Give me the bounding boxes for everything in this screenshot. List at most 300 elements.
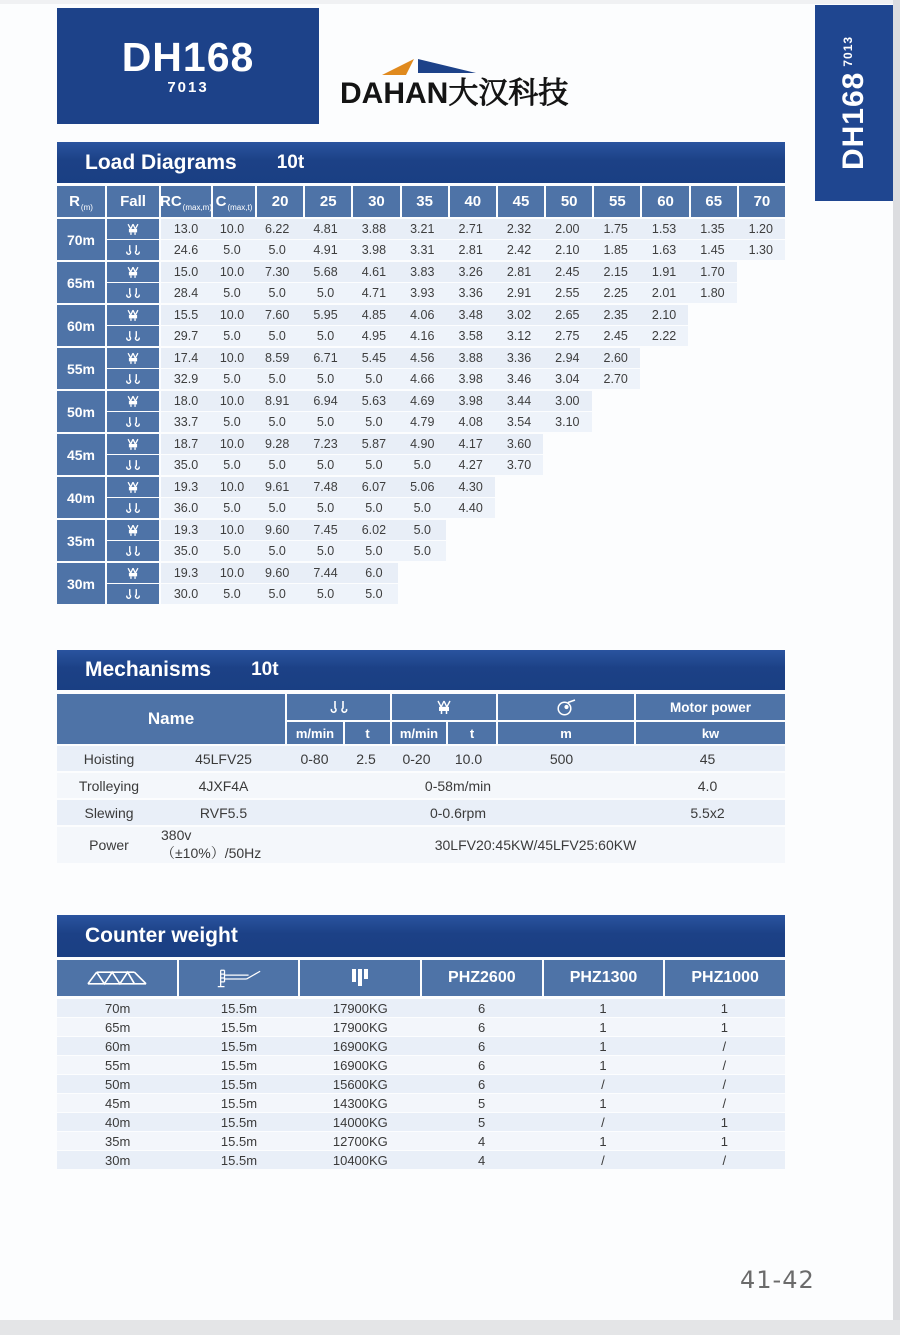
load-cell: 7.23 — [301, 434, 349, 454]
load-row — [161, 305, 785, 325]
cw-cell: / — [542, 1075, 663, 1093]
load-cell: 5.63 — [350, 391, 398, 411]
cw-row — [57, 1075, 785, 1093]
fall-icon-column — [107, 262, 159, 303]
load-radius-label: 70m — [57, 219, 105, 260]
load-cell: 1.75 — [592, 219, 640, 239]
load-row — [161, 348, 785, 368]
load-cell: 6.0 — [350, 563, 398, 583]
load-cell: 2.91 — [495, 283, 543, 303]
load-cell: 4.27 — [446, 455, 494, 475]
load-cell: 3.12 — [495, 326, 543, 346]
cw-cell: 5 — [421, 1113, 542, 1131]
load-cell: 3.98 — [350, 240, 398, 260]
load-cell: 6.22 — [253, 219, 301, 239]
fall-icon-column — [107, 520, 159, 561]
load-cell: 3.00 — [543, 391, 591, 411]
brand-model: DH168 — [121, 33, 255, 80]
load-col-65: 65 — [691, 186, 737, 217]
mech-row-label: Slewing — [57, 800, 161, 825]
mech-cell-span: 30LFV20:45KW/45LFV25:60KW — [286, 827, 785, 863]
cw-cell: 5 — [421, 1094, 542, 1112]
cw-cell: / — [664, 1151, 785, 1169]
load-col-30: 30 — [353, 186, 399, 217]
load-cell: 4.71 — [350, 283, 398, 303]
load-cell: 2.00 — [543, 219, 591, 239]
cw-cell: 16900KG — [300, 1037, 421, 1055]
mech-row-model: 4JXF4A — [161, 773, 286, 798]
load-cell: 5.0 — [398, 541, 446, 561]
mech-row-trolleying — [57, 773, 785, 798]
cw-cell: 60m — [57, 1037, 178, 1055]
load-cell: 3.93 — [398, 283, 446, 303]
load-cell: 2.71 — [446, 219, 494, 239]
cw-cell: 1 — [542, 1094, 663, 1112]
mech-unit-t-2: t — [448, 722, 496, 744]
cw-col-phz1300: PHZ1300 — [544, 960, 664, 996]
load-cell: 4.69 — [398, 391, 446, 411]
load-cell: 15.0 — [161, 262, 211, 282]
mech-unit-kw: kw — [636, 722, 785, 744]
cw-cell: 6 — [421, 1037, 542, 1055]
load-col-35: 35 — [402, 186, 448, 217]
mechanisms-title: Mechanisms — [85, 658, 212, 681]
load-cell: 4.16 — [398, 326, 446, 346]
side-tab — [815, 5, 893, 201]
load-diagrams-title: Load Diagrams — [85, 150, 237, 174]
load-cell: 4.95 — [350, 326, 398, 346]
dahan-logo-text — [340, 68, 568, 112]
load-cell: 2.45 — [543, 262, 591, 282]
load-cell: 3.70 — [495, 455, 543, 475]
load-row — [161, 219, 785, 239]
load-cell: 2.60 — [592, 348, 640, 368]
brand-box — [57, 8, 319, 124]
cw-cell: 15.5m — [178, 1018, 299, 1036]
load-cell: 10.0 — [211, 563, 253, 583]
mech-unit-mmin-2: m/min — [392, 722, 446, 744]
load-cell: 5.0 — [253, 498, 301, 518]
load-cell: 3.98 — [446, 391, 494, 411]
load-row — [161, 412, 785, 432]
cw-cell: 1 — [542, 999, 663, 1017]
page-edge-right — [893, 0, 900, 1335]
load-cell: 4.81 — [301, 219, 349, 239]
load-cell: 30.0 — [161, 584, 211, 604]
load-cell: 24.6 — [161, 240, 211, 260]
load-cell: 13.0 — [161, 219, 211, 239]
load-cell: 5.0 — [211, 240, 253, 260]
cw-cell: 4 — [421, 1151, 542, 1169]
load-cell: 1.35 — [688, 219, 736, 239]
load-cell: 2.81 — [446, 240, 494, 260]
cw-cell: 14300KG — [300, 1094, 421, 1112]
cw-cell: 10400KG — [300, 1151, 421, 1169]
2-fall-icon — [107, 326, 159, 346]
load-cell: 4.30 — [446, 477, 494, 497]
load-col-60: 60 — [642, 186, 688, 217]
fall-icon-column — [107, 348, 159, 389]
load-cell: 4.90 — [398, 434, 446, 454]
load-cell: 3.58 — [446, 326, 494, 346]
load-cell: 4.61 — [350, 262, 398, 282]
load-cell: 4.40 — [446, 498, 494, 518]
side-tab-submodel: 7013 — [841, 35, 855, 67]
load-row — [161, 584, 785, 604]
counter-weight-bar — [57, 915, 785, 957]
load-cell: 35.0 — [161, 455, 211, 475]
load-cell: 32.9 — [161, 369, 211, 389]
load-row — [161, 262, 785, 282]
mech-row-slewing — [57, 800, 785, 825]
fall-icon-column — [107, 305, 159, 346]
load-cell: 2.32 — [495, 219, 543, 239]
load-cell: 5.0 — [253, 412, 301, 432]
load-radius-label: 30m — [57, 563, 105, 604]
load-diagrams-capacity: 10t — [276, 151, 305, 173]
mech-cell: 0-20 — [389, 746, 444, 771]
load-cell: 3.54 — [495, 412, 543, 432]
load-cell: 5.0 — [350, 541, 398, 561]
load-values — [161, 305, 785, 346]
load-col-45: 45 — [498, 186, 544, 217]
load-cell: 10.0 — [211, 219, 253, 239]
load-cell: 1.63 — [640, 240, 688, 260]
load-cell: 6.02 — [350, 520, 398, 540]
load-cell: 2.94 — [543, 348, 591, 368]
load-cell: 9.60 — [253, 520, 301, 540]
cw-cell: 15.5m — [178, 1151, 299, 1169]
cw-col-phz1000: PHZ1000 — [665, 960, 785, 996]
mech-row-model: 380v（±10%）/50Hz — [161, 827, 286, 863]
load-cell: 35.0 — [161, 541, 211, 561]
load-cell: 7.44 — [301, 563, 349, 583]
cw-cell: / — [664, 1075, 785, 1093]
fall-icon-column — [107, 563, 159, 604]
4-fall-icon — [107, 434, 159, 454]
load-radius-label: 60m — [57, 305, 105, 346]
load-cell: 5.0 — [211, 326, 253, 346]
load-cell: 10.0 — [211, 348, 253, 368]
cw-cell: 70m — [57, 999, 178, 1017]
cw-cell: 14000KG — [300, 1113, 421, 1131]
load-cell: 5.0 — [211, 283, 253, 303]
load-col-40: 40 — [450, 186, 496, 217]
load-cell: 4.66 — [398, 369, 446, 389]
mech-cell: 10.0 — [444, 746, 493, 771]
load-cell: 10.0 — [211, 520, 253, 540]
jib-length-icon — [57, 960, 177, 996]
load-cell: 5.0 — [350, 412, 398, 432]
mech-row-hoisting — [57, 746, 785, 771]
cw-cell: 17900KG — [300, 1018, 421, 1036]
cw-cell: 17900KG — [300, 999, 421, 1017]
load-cell: 29.7 — [161, 326, 211, 346]
cw-cell: 1 — [542, 1018, 663, 1036]
fall-icon-column — [107, 391, 159, 432]
load-cell: 9.28 — [253, 434, 301, 454]
load-col-fall: Fall — [107, 186, 159, 217]
cw-cell: 6 — [421, 1075, 542, 1093]
load-cell: 5.0 — [253, 326, 301, 346]
load-cell: 3.36 — [495, 348, 543, 368]
load-cell: 3.44 — [495, 391, 543, 411]
load-cell: 1.85 — [592, 240, 640, 260]
load-cell: 6.94 — [301, 391, 349, 411]
load-cell: 3.10 — [543, 412, 591, 432]
mechanisms-capacity: 10t — [251, 659, 279, 680]
load-cell: 9.61 — [253, 477, 301, 497]
load-cell: 5.0 — [253, 240, 301, 260]
page-edge-bottom — [0, 1320, 900, 1335]
load-row — [161, 283, 785, 303]
load-cell: 5.0 — [211, 584, 253, 604]
load-cell: 1.20 — [737, 219, 785, 239]
load-cell: 18.0 — [161, 391, 211, 411]
load-cell: 5.0 — [350, 584, 398, 604]
load-cell: 5.0 — [301, 541, 349, 561]
cw-cell: 15.5m — [178, 1113, 299, 1131]
fall-icon-column — [107, 219, 159, 260]
load-cell: 5.0 — [301, 326, 349, 346]
4-fall-icon — [107, 348, 159, 368]
load-cell: 3.48 — [446, 305, 494, 325]
load-cell: 5.0 — [253, 541, 301, 561]
cw-cell: / — [542, 1151, 663, 1169]
mech-cell-span: 0-58m/min — [286, 773, 630, 798]
load-values — [161, 219, 785, 260]
dahan-logo — [340, 54, 590, 114]
cw-cell: 35m — [57, 1132, 178, 1150]
mech-cell: 45 — [630, 746, 785, 771]
load-cell: 2.10 — [640, 305, 688, 325]
load-cell: 2.01 — [640, 283, 688, 303]
load-cell: 2.22 — [640, 326, 688, 346]
4-fall-icon — [107, 477, 159, 497]
cw-cell: 50m — [57, 1075, 178, 1093]
load-cell: 18.7 — [161, 434, 211, 454]
load-cell: 5.0 — [301, 369, 349, 389]
load-group — [57, 520, 785, 561]
load-col-20: 20 — [257, 186, 303, 217]
load-cell: 4.79 — [398, 412, 446, 432]
fall-icon-column — [107, 434, 159, 475]
mech-table-header — [57, 694, 785, 744]
cw-cell: 40m — [57, 1113, 178, 1131]
load-cell: 7.48 — [301, 477, 349, 497]
2-fall-icon — [107, 455, 159, 475]
load-cell: 10.0 — [211, 391, 253, 411]
cw-cell: 4 — [421, 1132, 542, 1150]
load-col-50: 50 — [546, 186, 592, 217]
cw-cell: 6 — [421, 999, 542, 1017]
dahan-logo-text-cjk: 大汉科技 — [448, 77, 569, 110]
load-cell: 5.87 — [350, 434, 398, 454]
cw-cell: / — [542, 1113, 663, 1131]
load-cell: 5.0 — [211, 412, 253, 432]
cw-cell: 65m — [57, 1018, 178, 1036]
load-cell: 2.15 — [592, 262, 640, 282]
load-values — [161, 563, 785, 604]
load-cell: 2.65 — [543, 305, 591, 325]
cw-cell: 6 — [421, 1018, 542, 1036]
load-group — [57, 477, 785, 518]
fall-icon-column — [107, 477, 159, 518]
counter-jib-length-icon — [179, 960, 299, 996]
cw-cell: 16900KG — [300, 1056, 421, 1074]
load-cell: 3.02 — [495, 305, 543, 325]
dahan-logo-text-latin: DAHAN — [340, 77, 449, 110]
2-fall-icon — [107, 240, 159, 260]
load-cell: 2.81 — [495, 262, 543, 282]
load-cell: 5.0 — [350, 498, 398, 518]
mech-row-label: Trolleying — [57, 773, 161, 798]
4-fall-icon — [107, 563, 159, 583]
cw-cell: 1 — [664, 1113, 785, 1131]
cw-cell: 15.5m — [178, 1037, 299, 1055]
mech-cell: 0-80 — [286, 746, 343, 771]
cw-cell: 15.5m — [178, 1094, 299, 1112]
hook-2fall-icon — [287, 694, 390, 720]
cw-cell: 15.5m — [178, 1132, 299, 1150]
cw-cell: 12700KG — [300, 1132, 421, 1150]
load-table-body — [57, 219, 785, 604]
load-cell: 5.0 — [211, 541, 253, 561]
load-table-header — [57, 186, 785, 217]
load-cell: 5.45 — [350, 348, 398, 368]
cw-cell: 1 — [542, 1132, 663, 1150]
mech-row-model: 45LFV25 — [161, 746, 286, 771]
hook-4fall-icon — [392, 694, 496, 720]
4-fall-icon — [107, 262, 159, 282]
load-cell: 5.0 — [301, 498, 349, 518]
load-cell: 3.36 — [446, 283, 494, 303]
load-cell: 4.08 — [446, 412, 494, 432]
load-cell: 15.5 — [161, 305, 211, 325]
load-cell: 36.0 — [161, 498, 211, 518]
load-cell: 4.85 — [350, 305, 398, 325]
load-cell: 2.42 — [495, 240, 543, 260]
cw-cell: 1 — [664, 999, 785, 1017]
cw-cell: / — [664, 1094, 785, 1112]
load-row — [161, 326, 785, 346]
load-cell: 1.45 — [688, 240, 736, 260]
load-cell: 6.71 — [301, 348, 349, 368]
load-cell: 3.31 — [398, 240, 446, 260]
cw-cell: / — [664, 1056, 785, 1074]
load-cell: 5.0 — [350, 455, 398, 475]
mech-unit-m: m — [498, 722, 634, 744]
4-fall-icon — [107, 391, 159, 411]
load-cell: 19.3 — [161, 563, 211, 583]
load-radius-label: 40m — [57, 477, 105, 518]
load-cell: 5.95 — [301, 305, 349, 325]
load-values — [161, 262, 785, 303]
cw-cell: 1 — [542, 1037, 663, 1055]
load-cell: 1.30 — [737, 240, 785, 260]
side-tab-text — [839, 36, 869, 170]
load-cell: 8.59 — [253, 348, 301, 368]
cw-cell: / — [664, 1037, 785, 1055]
mech-name-header: Name — [57, 694, 285, 744]
load-values — [161, 348, 785, 389]
load-cell: 17.4 — [161, 348, 211, 368]
cw-cell: 6 — [421, 1056, 542, 1074]
load-row — [161, 434, 785, 454]
load-cell: 4.56 — [398, 348, 446, 368]
cw-cell: 55m — [57, 1056, 178, 1074]
load-radius-label: 65m — [57, 262, 105, 303]
2-fall-icon — [107, 412, 159, 432]
load-cell: 5.0 — [211, 369, 253, 389]
load-row — [161, 520, 785, 540]
load-cell: 3.83 — [398, 262, 446, 282]
counterweight-mass-icon — [300, 960, 420, 996]
2-fall-icon — [107, 498, 159, 518]
cw-row — [57, 1018, 785, 1036]
load-cell: 2.35 — [592, 305, 640, 325]
load-group — [57, 434, 785, 475]
load-cell: 9.60 — [253, 563, 301, 583]
load-cell: 5.0 — [398, 455, 446, 475]
cw-row — [57, 1113, 785, 1131]
load-cell: 3.88 — [350, 219, 398, 239]
mech-row-label: Hoisting — [57, 746, 161, 771]
load-cell: 4.91 — [301, 240, 349, 260]
load-cell: 19.3 — [161, 477, 211, 497]
load-group — [57, 219, 785, 260]
load-values — [161, 477, 785, 518]
page-edge-top — [0, 0, 900, 4]
load-cell: 28.4 — [161, 283, 211, 303]
rope-drum-icon — [498, 694, 634, 720]
load-values — [161, 391, 785, 432]
cw-table-body — [57, 999, 785, 1169]
load-col-70: 70 — [739, 186, 785, 217]
mech-cell: 500 — [493, 746, 630, 771]
2-fall-icon — [107, 369, 159, 389]
load-cell: 2.70 — [592, 369, 640, 389]
cw-row — [57, 1056, 785, 1074]
load-cell: 4.06 — [398, 305, 446, 325]
load-cell: 19.3 — [161, 520, 211, 540]
load-cell: 1.80 — [688, 283, 736, 303]
load-cell: 5.0 — [211, 455, 253, 475]
load-group — [57, 348, 785, 389]
load-cell: 7.30 — [253, 262, 301, 282]
cw-cell: 30m — [57, 1151, 178, 1169]
load-cell: 7.45 — [301, 520, 349, 540]
load-row — [161, 498, 785, 518]
load-cell: 6.07 — [350, 477, 398, 497]
load-cell: 3.04 — [543, 369, 591, 389]
load-group — [57, 391, 785, 432]
load-cell: 1.53 — [640, 219, 688, 239]
load-cell: 5.0 — [253, 455, 301, 475]
load-cell: 5.0 — [253, 584, 301, 604]
load-cell: 5.0 — [301, 584, 349, 604]
mech-row-power — [57, 827, 785, 861]
mech-motor-power-header: Motor power — [636, 694, 785, 720]
load-row — [161, 563, 785, 583]
2-fall-icon — [107, 584, 159, 604]
cw-row — [57, 1094, 785, 1112]
load-col-rc: RC (max,m) — [161, 186, 211, 217]
mech-table-body — [57, 746, 785, 861]
load-cell: 3.98 — [446, 369, 494, 389]
mech-cell-span: 0-0.6rpm — [286, 800, 630, 825]
4-fall-icon — [107, 219, 159, 239]
